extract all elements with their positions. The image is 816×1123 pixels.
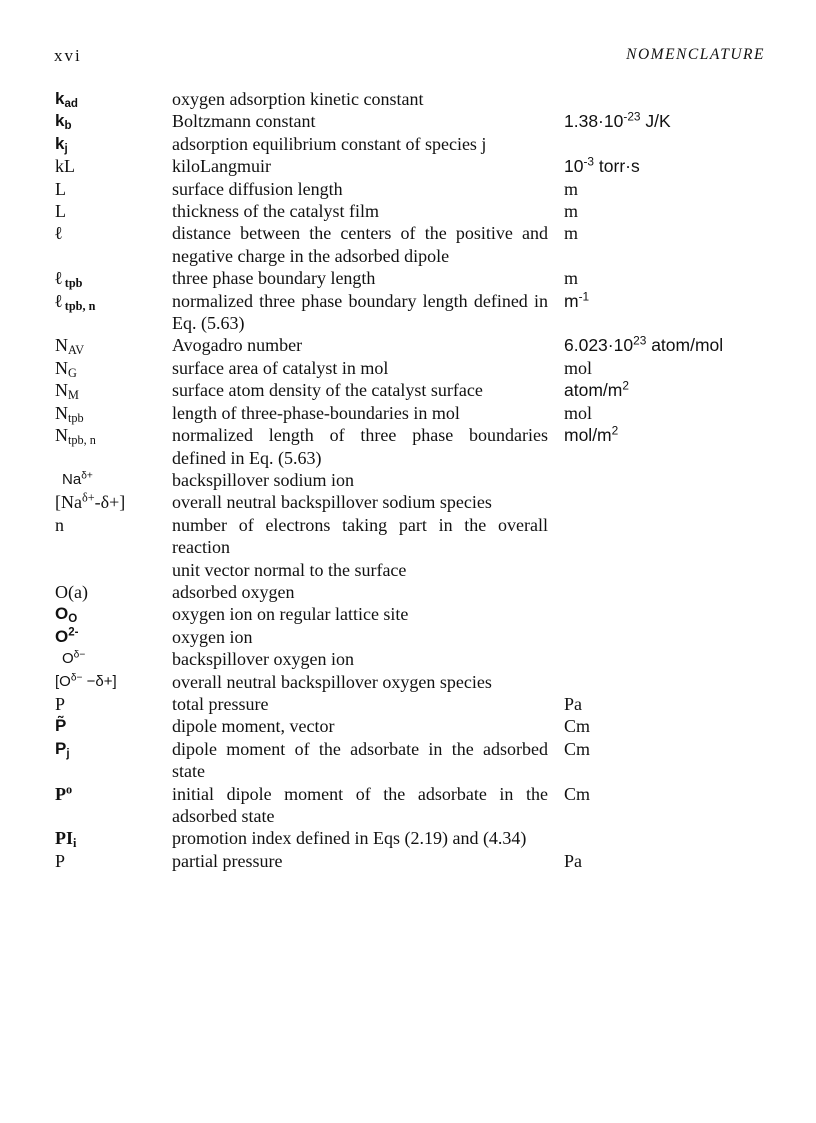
- symbol-superscript: δ−: [70, 671, 83, 683]
- unit-main: Cm: [564, 716, 591, 737]
- nomenclature-entry: [0, 334, 816, 356]
- entry-description: distance between the centers of the positive and negative charge in the adsorbed dipole: [172, 223, 548, 266]
- entry-symbol: [55, 200, 165, 222]
- running-header: NOMENCLATURE: [626, 46, 765, 63]
- entry-symbol: [55, 424, 165, 446]
- symbol-main: O: [55, 626, 69, 646]
- unit-suffix: J/K: [640, 111, 671, 132]
- entry-symbol: [55, 402, 165, 424]
- entry-symbol: [55, 626, 165, 648]
- entry-symbol: [55, 267, 165, 289]
- entry-description: overall neutral backspillover sodium species: [172, 492, 492, 513]
- entry-description: number of electrons taking part in the overall reaction: [172, 514, 548, 558]
- entry-unit: [564, 738, 814, 760]
- unit-main: 10: [564, 156, 584, 177]
- nomenclature-entry: [0, 626, 816, 648]
- symbol-main: kL: [55, 156, 75, 177]
- unit-suffix: torr·s: [594, 156, 640, 177]
- symbol-main: P̃: [55, 716, 67, 736]
- nomenclature-entry: [0, 133, 816, 155]
- entry-symbol: [55, 671, 165, 693]
- entry-symbol: [55, 334, 165, 356]
- entry-description: overall neutral backspillover oxygen species: [172, 671, 492, 692]
- symbol-main: O: [55, 604, 69, 624]
- unit-main: Pa: [564, 693, 582, 714]
- symbol-subscript: G: [68, 365, 77, 380]
- entry-unit: [564, 334, 814, 356]
- entry-symbol: [55, 738, 165, 760]
- entry-description: adsorption equilibrium constant of species j: [172, 133, 487, 154]
- entry-symbol: [62, 469, 172, 491]
- symbol-main: k: [55, 89, 65, 108]
- entry-description: Avogadro number: [172, 335, 303, 356]
- unit-superscript: 23: [633, 333, 647, 348]
- entry-description: length of three-phase-boundaries in mol: [172, 402, 460, 423]
- entry-unit: [564, 783, 814, 805]
- nomenclature-entry: [0, 738, 816, 783]
- nomenclature-entry: [0, 222, 816, 267]
- symbol-main: P: [55, 693, 66, 714]
- nomenclature-entry: [0, 469, 816, 491]
- entry-unit: [564, 357, 814, 379]
- entry-unit: [564, 222, 814, 244]
- symbol-superscript: δ+: [81, 490, 95, 505]
- entry-description: dipole moment, vector: [172, 716, 335, 737]
- nomenclature-entry: [0, 693, 816, 715]
- symbol-main: P: [55, 850, 66, 871]
- symbol-main: k: [55, 111, 65, 131]
- symbol-main: ℓ: [55, 223, 62, 244]
- entry-description: total pressure: [172, 693, 269, 714]
- symbol-subscript: tpb: [61, 276, 83, 291]
- symbol-subscript: tpb: [68, 410, 84, 425]
- symbol-main: PI: [55, 828, 73, 849]
- symbol-main: N: [55, 425, 68, 446]
- nomenclature-entry: [0, 783, 816, 828]
- entry-symbol: [55, 379, 165, 401]
- entry-symbol: [55, 850, 165, 872]
- symbol-main: N: [55, 402, 68, 423]
- nomenclature-entry: [0, 648, 816, 670]
- entry-description: normalized length of three phase boundaries defined in Eq. (5.63): [172, 425, 548, 468]
- entry-description: oxygen adsorption kinetic constant: [172, 89, 424, 109]
- entry-symbol: [55, 133, 165, 155]
- entry-description: partial pressure: [172, 850, 283, 871]
- entry-description: kiloLangmuir: [172, 156, 271, 177]
- entry-symbol: [55, 110, 165, 132]
- nomenclature-entry: [0, 155, 816, 177]
- entry-unit: [564, 267, 814, 289]
- entry-unit: [564, 715, 814, 737]
- entry-description: oxygen ion on regular lattice site: [172, 604, 409, 625]
- entry-unit: [564, 379, 814, 401]
- symbol-suffix: -δ+]: [94, 492, 126, 513]
- entry-unit: [564, 290, 814, 312]
- entry-symbol: [55, 827, 165, 849]
- symbol-main: P: [55, 738, 67, 758]
- entry-description: Boltzmann constant: [172, 111, 316, 132]
- nomenclature-entry: [0, 581, 816, 603]
- symbol-main: n: [55, 514, 64, 535]
- symbol-subscript: tpb, n: [68, 433, 96, 448]
- unit-suffix: atom/mol: [646, 335, 724, 356]
- symbol-main: O(a): [55, 581, 88, 602]
- symbol-main: k: [55, 133, 65, 153]
- nomenclature-entry: [0, 559, 816, 581]
- symbol-subscript: j: [64, 142, 68, 155]
- entry-unit: [564, 200, 814, 222]
- entry-symbol: [55, 222, 165, 244]
- unit-main: mol: [564, 402, 593, 423]
- symbol-main: ℓ: [55, 290, 62, 311]
- unit-main: atom/m: [564, 380, 623, 401]
- entry-symbol: [55, 357, 165, 379]
- nomenclature-entry: [0, 88, 816, 110]
- entry-description: backspillover oxygen ion: [172, 649, 354, 670]
- nomenclature-entry: [0, 357, 816, 379]
- entry-description: thickness of the catalyst film: [172, 201, 379, 222]
- nomenclature-entry: [0, 110, 816, 132]
- symbol-main: [O: [55, 672, 71, 690]
- symbol-suffix: −δ+]: [82, 672, 117, 690]
- symbol-main: [Na: [55, 492, 82, 513]
- entry-symbol: [55, 290, 165, 312]
- entry-description: surface area of catalyst in mol: [172, 357, 389, 378]
- symbol-main: L: [55, 178, 66, 199]
- unit-superscript: -23: [623, 109, 641, 124]
- nomenclature-entry: [0, 402, 816, 424]
- entry-unit: [564, 693, 814, 715]
- symbol-main: P: [55, 783, 66, 804]
- symbol-subscript: i: [73, 836, 77, 851]
- entry-description: dipole moment of the adsorbate in the adsorbed state: [172, 738, 548, 782]
- symbol-main: O: [62, 650, 74, 668]
- entry-symbol: [55, 514, 165, 536]
- entry-unit: [564, 178, 814, 200]
- symbol-main: N: [55, 380, 68, 401]
- entry-description: adsorbed oxygen: [172, 581, 295, 602]
- nomenclature-entry: [0, 200, 816, 222]
- unit-main: Pa: [564, 850, 582, 871]
- symbol-main: ℓ: [55, 268, 62, 289]
- entry-description: normalized three phase boundary length defined in Eq. (5.63): [172, 290, 548, 334]
- symbol-subscript: j: [66, 747, 70, 760]
- nomenclature-entry: [0, 514, 816, 559]
- symbol-subscript: b: [64, 120, 72, 133]
- unit-main: 1.38·10: [564, 111, 624, 132]
- symbol-superscript: δ+: [81, 470, 93, 482]
- nomenclature-list: [0, 88, 816, 872]
- symbol-subscript: O: [68, 613, 78, 626]
- unit-main: m: [564, 178, 579, 199]
- nomenclature-entry: [0, 603, 816, 625]
- entry-unit: [564, 155, 814, 177]
- unit-superscript: -3: [583, 154, 595, 169]
- symbol-subscript: AV: [68, 343, 85, 358]
- symbol-main: N: [55, 335, 68, 356]
- unit-main: m: [564, 223, 579, 244]
- entry-description: surface atom density of the catalyst surface: [172, 380, 483, 401]
- nomenclature-entry: [0, 379, 816, 401]
- entry-description: initial dipole moment of the adsorbate in the adsorbed state: [172, 783, 548, 826]
- entry-unit: [564, 402, 814, 424]
- unit-main: Cm: [564, 738, 591, 759]
- unit-main: Cm: [564, 783, 591, 804]
- unit-main: m: [564, 268, 579, 289]
- symbol-main: L: [55, 201, 66, 222]
- entry-symbol: [55, 715, 165, 737]
- entry-description: three phase boundary length: [172, 268, 376, 289]
- nomenclature-entry: [0, 290, 816, 335]
- symbol-subscript: M: [68, 388, 79, 403]
- nomenclature-entry: [0, 715, 816, 737]
- unit-main: m: [564, 290, 579, 311]
- entry-description: oxygen ion: [172, 626, 253, 647]
- entry-symbol: [55, 88, 165, 110]
- entry-unit: [564, 424, 814, 446]
- unit-superscript: 2: [611, 423, 619, 438]
- symbol-subscript: tpb, n: [61, 298, 96, 313]
- symbol-main: Na: [62, 470, 82, 488]
- entry-symbol: [55, 783, 165, 805]
- entry-description: promotion index defined in Eqs (2.19) and (4.34): [172, 828, 527, 849]
- nomenclature-entry: [0, 178, 816, 200]
- unit-main: mol: [564, 357, 593, 378]
- unit-superscript: 2: [622, 378, 629, 393]
- nomenclature-entry: [0, 671, 816, 693]
- symbol-superscript: o: [66, 781, 73, 796]
- symbol-subscript: ad: [64, 97, 78, 110]
- symbol-superscript: δ−: [73, 649, 86, 661]
- nomenclature-entry: [0, 424, 816, 469]
- entry-symbol: [55, 693, 165, 715]
- entry-unit: [564, 850, 814, 872]
- entry-symbol: [55, 155, 165, 177]
- unit-superscript: -1: [578, 289, 590, 304]
- unit-main: mol/m: [564, 425, 612, 446]
- nomenclature-entry: [0, 827, 816, 849]
- nomenclature-entry: [0, 267, 816, 289]
- symbol-superscript: 2-: [68, 626, 79, 639]
- entry-symbol: [55, 603, 165, 625]
- nomenclature-entry: [0, 491, 816, 513]
- symbol-main: N: [55, 357, 68, 378]
- entry-description: unit vector normal to the surface: [172, 559, 407, 580]
- page-number: xvi: [54, 46, 82, 65]
- unit-main: 6.023·10: [564, 335, 634, 356]
- nomenclature-entry: [0, 850, 816, 872]
- unit-main: m: [564, 201, 579, 222]
- entry-description: surface diffusion length: [172, 178, 343, 199]
- entry-symbol: [55, 491, 165, 513]
- entry-symbol: [62, 648, 172, 670]
- entry-unit: [564, 110, 814, 132]
- entry-description: backspillover sodium ion: [172, 469, 354, 490]
- entry-symbol: [55, 581, 165, 603]
- entry-symbol: [55, 178, 165, 200]
